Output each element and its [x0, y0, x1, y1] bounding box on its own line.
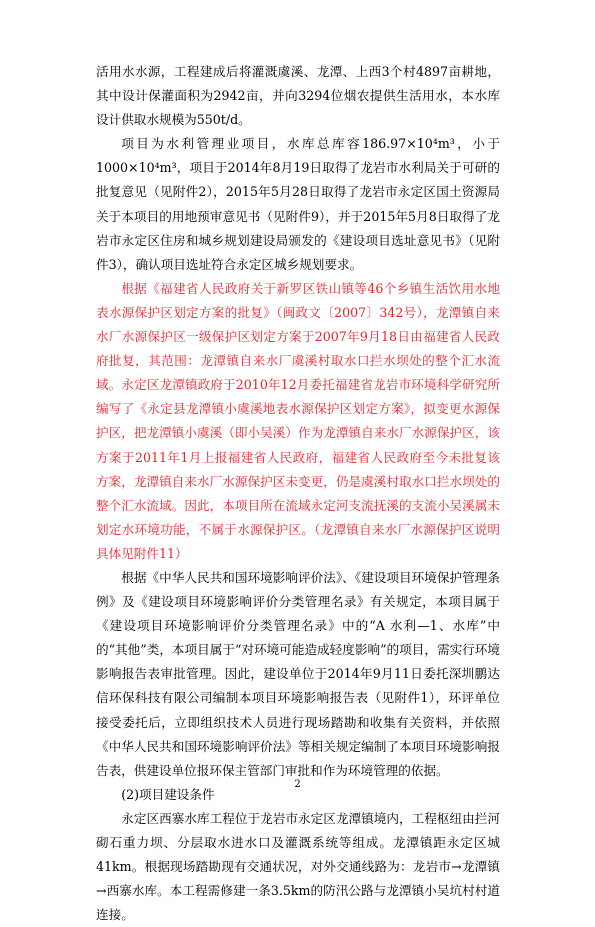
paragraph-water-source-protection: 根据《福建省人民政府关于新罗区铁山镇等46个乡镇生活饮用水地表水源保护区划定方案的批复》（闽政文〔2007〕342号），龙潭镇自来水厂水源保护区一级保护区划定方案于2007年9月18日由福建省人民政府批复，其范围：龙潭镇自来水厂虞溪村取水口拦水坝处的整个汇水流域。永定区龙潭镇政府于2010年12月委托福建省龙岩市环境科学研究所编写了《永定县龙潭镇小虞溪地表水源保护区划定方案》，拟变更水源保护区，把龙潭镇小虞溪（即小吴溪）作为龙潭镇自来水厂水源保护区，该方案于2011年1月上报福建省人民政府，福建省人民政府至今未批复该方案，龙潭镇自来水厂水源保护区未变更，仍是虞溪村取水口拦水坝处的整个汇水流域。因此，本项目所在流域永定河支流抚溪的支流小吴溪属未划定水环境功能，不属于水源保护区。（龙潭镇自来水厂水源保护区说明具体见附件11） [96, 280, 500, 561]
paragraph-project-approvals: 项目为水利管理业项目，水库总库容186.97×10⁴m³，小于1000×10⁴m³，项目于2014年8月19日取得了龙岩市水利局关于可研的批复意见（见附件2），2015年5月28日取得了龙岩市永定区国土资源局关于本项目的用地预审意见书（见附件9），并于2015年5月8日取得了龙岩市永定区住房和城乡规划建设局颁发的《建设项目选址意见书》（见附件3），确认项目选址符合永定区城乡规划要求。 [96, 136, 500, 272]
paragraph-eia-basis: 根据《中华人民共和国环境影响评价法》、《建设项目环境保护管理条例》及《建设项目环境影响评价分类管理名录》有关规定，本项目属于《建设项目环境影响评价分类管理名录》中的“A 水利—1、水库”中的“其他”类，本项目属于“对环境可能造成轻度影响”的项目，需实行环境影响报告表审批管理。因此，建设单位于2014年9月11日委托深圳鹏达信环保科技有限公司编制本项目环境影响报告表（见附件1），环评单位接受委托后，立即组织技术人员进行现场踏勘和收集有关资料，并依照《中华人民共和国环境影响评价法》等相关规定编制了本项目环境影响报告表，供建设单位报环保主管部门审批和作为环境管理的依据。 [96, 569, 500, 778]
paragraph-location-traffic: 永定区西寨水库工程位于龙岩市永定区龙潭镇境内，工程枢纽由拦河砌石重力坝、分层取水进水口及灌溉系统等组成。龙潭镇距永定区城41km。根据现场踏勘现有交通状况，对外交通线路为：龙岩市→龙潭镇→西寨水库。本工程需修建一条3.5km的防汛公路与龙潭镇小吴坑村村道连接。 [96, 810, 500, 923]
page-body [96, 60, 500, 927]
section-heading-construction-conditions: (2)项目建设条件 [121, 786, 215, 802]
paragraph-water-supply: 活用水水源，工程建成后将灌溉虞溪、龙潭、上西3个村4897亩耕地，其中设计保灌面积为2942亩，并向3294位烟农提供生活用水，本水库设计供取水规模为550t/d。 [96, 64, 500, 128]
page-number: 2 [294, 779, 301, 790]
